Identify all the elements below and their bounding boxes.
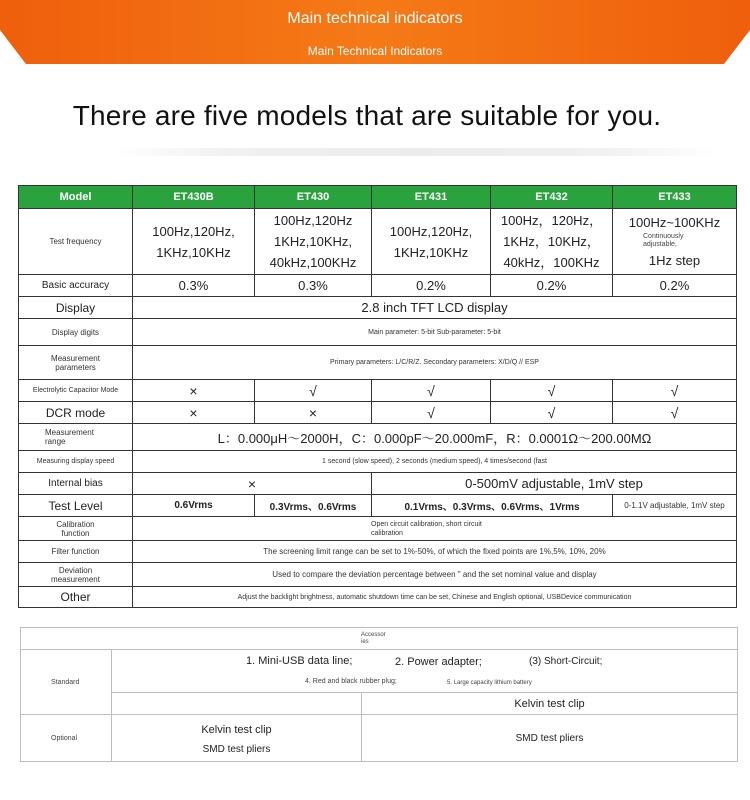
row-basic-accuracy (19, 275, 737, 297)
accuracy-et430: 0.3% (255, 275, 372, 297)
row-display-speed (19, 451, 737, 473)
dcr-et430: × (255, 402, 372, 424)
row-measurement-range (19, 424, 737, 451)
level-et430: 0.3Vrms、0.6Vrms (255, 495, 372, 517)
label-standard: Standard (21, 650, 112, 715)
cap-et431: √ (372, 380, 491, 402)
accessories-optional-row (21, 715, 738, 762)
measurement-parameters-value: Primary parameters: L/C/R/Z. Secondary parameters: X/D/Q // ESP (133, 346, 737, 380)
standard-items-cell (112, 650, 738, 693)
headline-shadow (110, 148, 720, 156)
item-kelvin-standard: Kelvin test clip (362, 693, 738, 715)
optional-kelvin-clip: Kelvin test clip (201, 723, 272, 736)
header-et430b: ET430B (133, 186, 255, 209)
cap-et432: √ (491, 380, 613, 402)
label-basic-accuracy: Basic accuracy (19, 275, 133, 297)
other-value: Adjust the backlight brightness, automatic shutdown time can be set, Chinese and English optional, USBDevice communication (133, 587, 737, 608)
row-display-digits (19, 319, 737, 346)
freq-et433-range: 100Hz~100KHz (628, 215, 721, 230)
row-measurement-parameters (19, 346, 737, 380)
item-battery: 5. Large capacity lithium battery (447, 680, 532, 686)
row-display (19, 297, 737, 319)
standard-items (112, 650, 737, 692)
header-model: Model (19, 186, 133, 209)
accuracy-et433: 0.2% (613, 275, 737, 297)
optional-left-cell (112, 715, 362, 762)
bias-unsupported: × (133, 473, 372, 495)
filter-value: The screening limit range can be set to 1%-50%, of which the fixed points are 1%,5%, 10%, 20% (133, 541, 737, 563)
header-banner (0, 0, 750, 64)
level-et431-et432: 0.1Vrms、0.3Vrms、0.6Vrms、1Vrms (372, 495, 613, 517)
dcr-et433: √ (613, 402, 737, 424)
label-electrolytic-capacitor: Electrolytic Capacitor Mode (19, 380, 133, 402)
item-power-adapter: 2. Power adapter; (395, 656, 482, 668)
label-display: Display (19, 297, 133, 319)
measurement-range-value: L：0.000μH～2000H，C：0.000pF～20.000mF，R：0.0001Ω～200.00MΩ (133, 424, 737, 451)
banner-subtitle: Main Technical Indicators (307, 44, 443, 58)
accessories-standard-row (21, 650, 738, 693)
row-filter (19, 541, 737, 563)
optional-smd-pliers-right: SMD test pliers (362, 715, 738, 762)
row-deviation (19, 563, 737, 587)
accessories-kelvin-row (21, 693, 738, 715)
label-deviation: Deviation measurement (19, 563, 133, 587)
item-short-circuit: (3) Short-Circuit; (529, 656, 603, 667)
label-test-frequency: Test frequency (19, 209, 133, 275)
freq-et431: 100Hz,120Hz, 1KHz,10KHz (372, 209, 491, 275)
freq-et430b: 100Hz,120Hz, 1KHz,10KHz (133, 209, 255, 275)
label-test-level: Test Level (19, 495, 133, 517)
dcr-et430b: × (133, 402, 255, 424)
calibration-value: Open circuit calibration, short circuit calibration (133, 517, 737, 541)
dcr-et431: √ (372, 402, 491, 424)
header-et432: ET432 (491, 186, 613, 209)
cap-et430: √ (255, 380, 372, 402)
display-value: 2.8 inch TFT LCD display (133, 297, 737, 319)
row-test-frequency (19, 209, 737, 275)
accuracy-et431: 0.2% (372, 275, 491, 297)
header-et430: ET430 (255, 186, 372, 209)
level-et430b: 0.6Vrms (133, 495, 255, 517)
table-header-row (19, 186, 737, 209)
dcr-et432: √ (491, 402, 613, 424)
accuracy-et430b: 0.3% (133, 275, 255, 297)
cap-et433: √ (613, 380, 737, 402)
row-other (19, 587, 737, 608)
row-internal-bias (19, 473, 737, 495)
label-filter: Filter function (19, 541, 133, 563)
freq-et433-note: Continuously adjustable, (643, 233, 684, 248)
level-et433: 0-1.1V adjustable, 1mV step (613, 495, 737, 517)
freq-et430: 100Hz,120Hz 1KHz,10KHz, 40kHz,100KHz (255, 209, 372, 275)
freq-et433 (613, 209, 737, 275)
label-calibration: Calibration function (19, 517, 133, 541)
accuracy-et432: 0.2% (491, 275, 613, 297)
label-measurement-range: Measurement range (19, 424, 133, 451)
label-display-speed: Measuring display speed (19, 451, 133, 473)
display-speed-value: 1 second (slow speed), 2 seconds (medium speed), 4 times/second (fast (133, 451, 737, 473)
item-rubber-plug: 4. Red and black rubber plug; (305, 678, 397, 685)
spec-table (18, 185, 737, 608)
banner-title: Main technical indicators (287, 10, 463, 27)
accessories-title: Accessor ies (21, 628, 738, 650)
header-et433: ET433 (613, 186, 737, 209)
deviation-value: Used to compare the deviation percentage between " and the set nominal value and display (133, 563, 737, 587)
label-optional: Optional (21, 715, 112, 762)
row-calibration (19, 517, 737, 541)
kelvin-left-empty (112, 693, 362, 715)
display-digits-value: Main parameter: 5-bit Sub-parameter: 5-bit (133, 319, 737, 346)
header-et431: ET431 (372, 186, 491, 209)
label-internal-bias: Internal bias (19, 473, 133, 495)
label-measurement-parameters: Measurement parameters (19, 346, 133, 380)
freq-et432: 100Hz，120Hz， 1KHz，10KHz， 40kHz，100KHz (491, 209, 613, 275)
optional-smd-pliers-left: SMD test pliers (202, 743, 271, 755)
page-headline: There are five models that are suitable for you. (72, 100, 662, 131)
accessories-title-row (21, 628, 738, 650)
row-dcr-mode (19, 402, 737, 424)
freq-et433-step: 1Hz step (648, 253, 701, 268)
label-display-digits: Display digits (19, 319, 133, 346)
accessories-table (20, 627, 738, 762)
cap-et430b: × (133, 380, 255, 402)
bias-value: 0-500mV adjustable, 1mV step (372, 473, 737, 495)
item-mini-usb: 1. Mini-USB data line; (246, 655, 353, 667)
row-electrolytic-capacitor (19, 380, 737, 402)
label-other: Other (19, 587, 133, 608)
label-dcr-mode: DCR mode (19, 402, 133, 424)
row-test-level (19, 495, 737, 517)
